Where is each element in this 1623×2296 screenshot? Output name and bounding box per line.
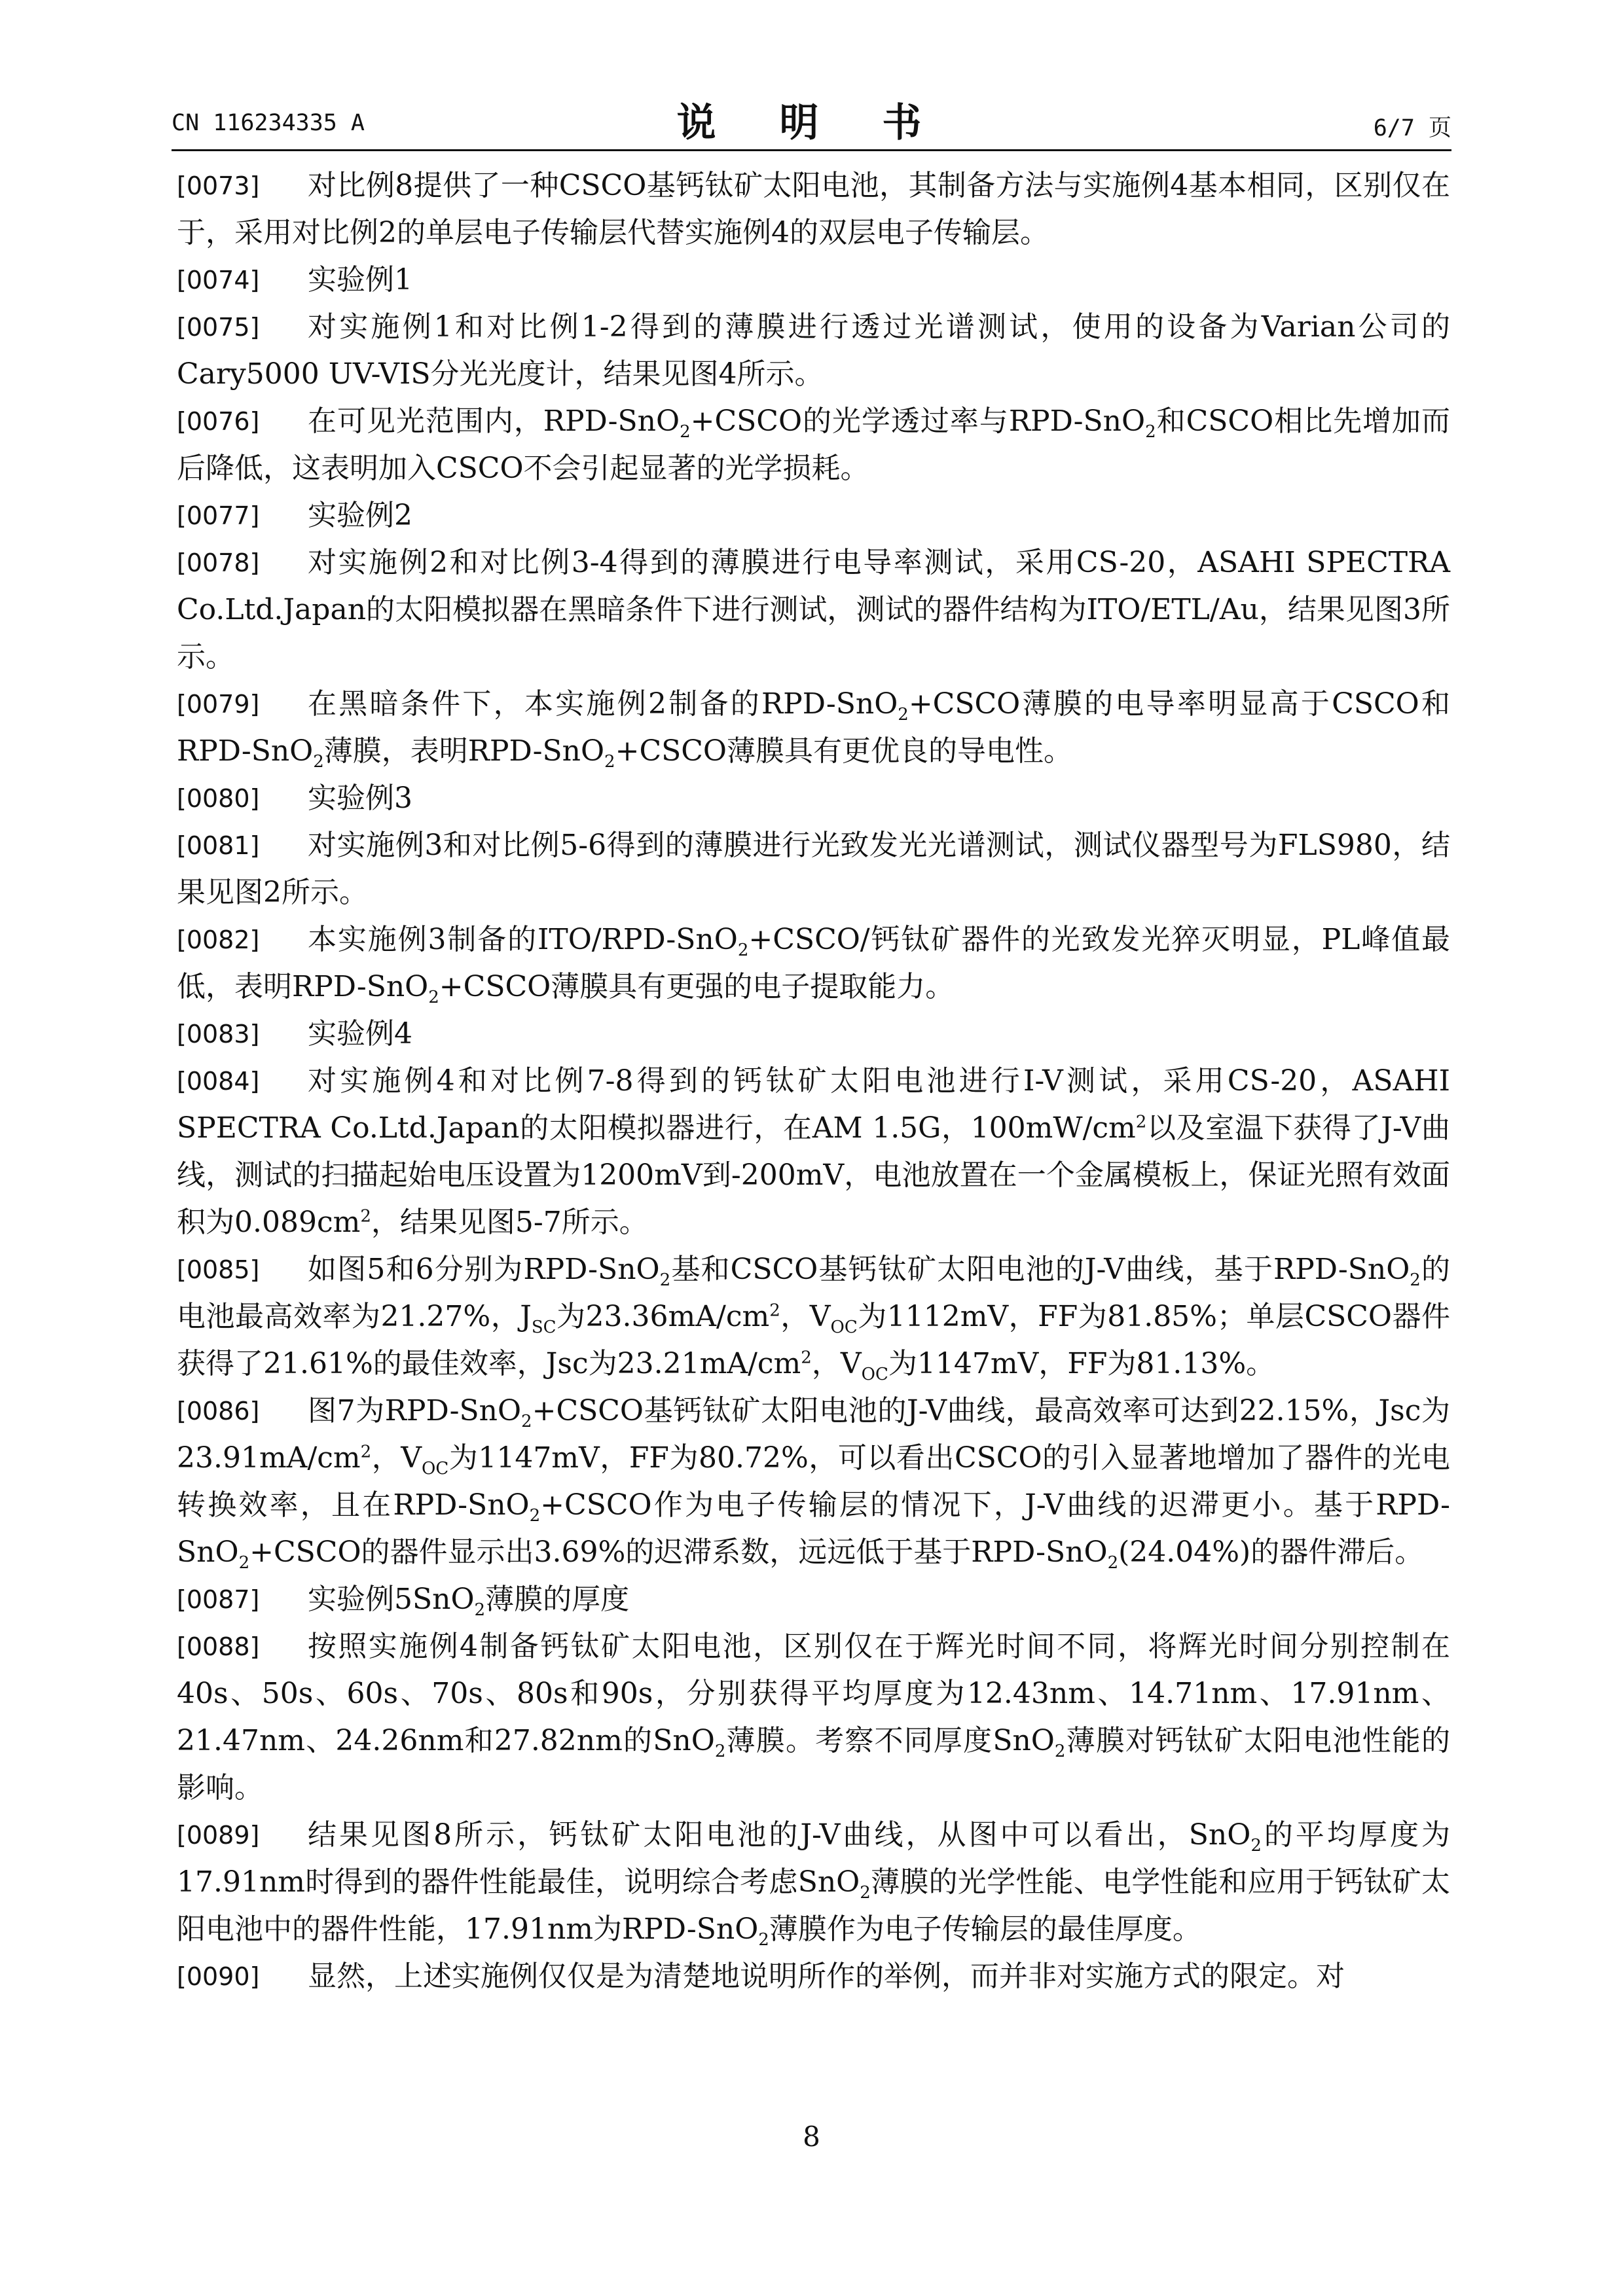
paragraph: [177, 1011, 1450, 1058]
paragraph: [177, 822, 1450, 916]
paragraph-number: [0079]: [177, 690, 260, 719]
paragraph-number: [0080]: [177, 784, 260, 813]
paragraph-text: 对比例8提供了一种CSCO基钙钛矿太阳电池，其制备方法与实施例4基本相同，区别仅在于，采用对比例2的单层电子传输层代替实施例4的双层电子传输层。: [177, 169, 1450, 249]
paragraph: [177, 398, 1450, 492]
document-body: [177, 162, 1450, 2000]
paragraph-number: [0089]: [177, 1821, 260, 1850]
paragraph: [177, 916, 1450, 1011]
paragraph-number: [0082]: [177, 925, 260, 954]
paragraph-text: 对实施例1和对比例1-2得到的薄膜进行透过光谱测试，使用的设备为Varian公司的Cary5000 UV-VIS分光光度计，结果见图4所示。: [177, 310, 1450, 391]
paragraph-number: [0086]: [177, 1397, 260, 1426]
paragraph: [177, 1246, 1450, 1388]
paragraph-number: [0087]: [177, 1585, 260, 1614]
paragraph: [177, 1812, 1450, 1953]
paragraph-text: 实验例1: [308, 263, 412, 296]
paragraph-number: [0090]: [177, 1962, 260, 1991]
paragraph-text: 按照实施例4制备钙钛矿太阳电池，区别仅在于辉光时间不同，将辉光时间分别控制在40s、50s、60s、70s、80s和90s，分别获得平均厚度为12.43nm、14.71nm、17.91nm、21.47nm、24.26nm和27.82nm的SnO$_2$薄膜。考察不同厚度SnO$_2$薄膜对钙钛矿太阳电池性能的影响。: [177, 1630, 1450, 1804]
paragraph: [177, 162, 1450, 257]
paragraph-text: 实验例3: [308, 781, 412, 815]
page-number: 8: [803, 2121, 820, 2153]
paragraph: [177, 1953, 1450, 2000]
paragraph-number: [0078]: [177, 548, 260, 577]
paragraph: [177, 304, 1450, 398]
page-label: 6/7 页: [1373, 115, 1451, 141]
paragraph-text: 在可见光范围内，RPD-SnO$_2$+CSCO的光学透过率与RPD-SnO$_2$和CSCO相比先增加而后降低，这表明加入CSCO不会引起显著的光学损耗。: [177, 404, 1450, 485]
paragraph-text: 实验例5SnO$_2$薄膜的厚度: [308, 1583, 630, 1620]
paragraph-text: 本实施例3制备的ITO/RPD-SnO$_2$+CSCO/钙钛矿器件的光致发光猝灭明显，PL峰值最低，表明RPD-SnO$_2$+CSCO薄膜具有更强的电子提取能力。: [177, 923, 1450, 1007]
paragraph-text: 对实施例3和对比例5-6得到的薄膜进行光致发光光谱测试，测试仪器型号为FLS980，结果见图2所示。: [177, 829, 1450, 909]
paragraph-number: [0073]: [177, 171, 260, 200]
paragraph-text: 对实施例4和对比例7-8得到的钙钛矿太阳电池进行I-V测试，采用CS-20，ASAHI SPECTRA Co.Ltd.Japan的太阳模拟器进行，在AM 1.5G，$100mW/cm^2$以及室温下获得了J-V曲线，测试的扫描起始电压设置为1200mV到-200mV，电池放置在一个金属模板上，保证光照有效面积为$0.089cm^2$，结果见图5-7所示。: [177, 1064, 1450, 1239]
paragraph: [177, 1388, 1450, 1576]
paragraph: [177, 257, 1450, 304]
paragraph-text: 在黑暗条件下，本实施例2制备的RPD-SnO$_2$+CSCO薄膜的电导率明显高于CSCO和RPD-SnO$_2$薄膜，表明RPD-SnO$_2$+CSCO薄膜具有更优良的导电性。: [177, 687, 1450, 772]
paragraph-text: 如图5和6分别为RPD-SnO$_2$基和CSCO基钙钛矿太阳电池的J-V曲线，基于RPD-SnO$_2$的电池最高效率为21.27%，$J_{SC}$为$23.36mA/cm^2$，$V_{OC}$为1112mV，FF为81.85%；单层CSCO器件获得了21.61%的最佳效率，Jsc为$23.21mA/cm^2$，$V_{OC}$为1147mV，FF为81.13%。: [177, 1253, 1450, 1384]
paragraph-number: [0088]: [177, 1632, 260, 1661]
paragraph-text: 显然，上述实施例仅仅是为清楚地说明所作的举例，而并非对实施方式的限定。对: [308, 1960, 1345, 1993]
paragraph-number: [0083]: [177, 1020, 260, 1049]
paragraph-text: 结果见图8所示，钙钛矿太阳电池的J-V曲线，从图中可以看出，SnO$_2$的平均厚度为17.91nm时得到的器件性能最佳，说明综合考虑SnO$_2$薄膜的光学性能、电学性能和应用于钙钛矿太阳电池中的器件性能，17.91nm为RPD-SnO$_2$薄膜作为电子传输层的最佳厚度。: [177, 1818, 1451, 1950]
paragraph: [177, 539, 1450, 681]
patent-number: CN 116234335 A: [172, 110, 365, 136]
paragraph-number: [0076]: [177, 407, 260, 436]
paragraph: [177, 1623, 1450, 1812]
header-rule: [172, 149, 1451, 151]
paragraph-text: 实验例2: [308, 499, 412, 532]
paragraph-text: 图7为RPD-SnO$_2$+CSCO基钙钛矿太阳电池的J-V曲线，最高效率可达到22.15%，Jsc为$23.91mA/cm^2$，$V_{OC}$为1147mV，FF为80.72%，可以看出CSCO的引入显著地增加了器件的光电转换效率，且在RPD-SnO$_2$+CSCO作为电子传输层的情况下，J-V曲线的迟滞更小。基于RPD-SnO$_2$+CSCO的器件显示出3.69%的迟滞系数，远远低于基于RPD-SnO$_2$(24.04%)的器件滞后。: [177, 1394, 1451, 1573]
paragraph-text: 对实施例2和对比例3-4得到的薄膜进行电导率测试，采用CS-20，ASAHI SPECTRA Co.Ltd.Japan的太阳模拟器在黑暗条件下进行测试，测试的器件结构为ITO/ETL/Au，结果见图3所示。: [177, 546, 1450, 673]
paragraph: [177, 775, 1450, 822]
paragraph-text: 实验例4: [308, 1017, 412, 1050]
paragraph: [177, 1058, 1450, 1246]
paragraph-number: [0084]: [177, 1067, 260, 1096]
paragraph: [177, 681, 1450, 775]
paragraph-number: [0085]: [177, 1255, 260, 1284]
paragraph-number: [0077]: [177, 501, 260, 530]
paragraph: [177, 492, 1450, 539]
paragraph-number: [0074]: [177, 266, 260, 295]
paragraph: [177, 1576, 1450, 1623]
paragraph-number: [0081]: [177, 831, 260, 860]
paragraph-number: [0075]: [177, 313, 260, 342]
page-title: 说 明 书: [676, 100, 947, 146]
